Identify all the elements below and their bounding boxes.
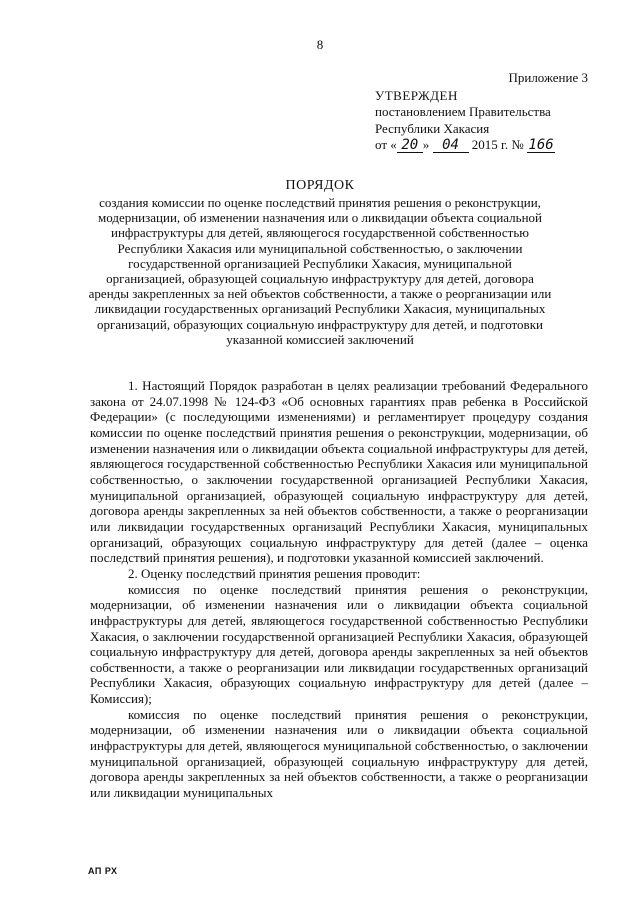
approval-date-line bbox=[375, 137, 615, 154]
document-title: ПОРЯДОК bbox=[285, 178, 355, 193]
paragraph-4: комиссия по оценке последствий принятия решения о реконструкции, модернизации, об изменении назначения или о ликвидации объекта социальной инфраструктуры для детей, являющегося муниципальной собственностью, о заключении муниципальной организацией, образующей социальную инфраструктуру для детей, договора аренды закрепленных за ней объектов собственности, а также о реорганизации или ликвидации муниципальных bbox=[90, 706, 588, 801]
paragraph-3: комиссия по оценке последствий принятия решения о реконструкции, модернизации, об изменении назначения или о ликвидации объекта социальной инфраструктуры для детей, являющегося государственной собственностью Республики Хакасия, о заключении государственной организацией Республики Хакасия, образующей социальную инфраструктуру для детей, договора аренды закрепленных за ней объектов собственности, а также о реорганизации или ликвидации государственных организаций Республики Хакасия, образующих социальную инфраструктуру для детей (далее – Комиссия); bbox=[90, 581, 588, 707]
handwritten-number: 166 bbox=[528, 137, 554, 153]
approval-line-1: постановлением Правительства bbox=[375, 104, 551, 119]
approval-line-2: Республики Хакасия bbox=[375, 120, 490, 136]
approved-label: УТВЕРЖДЕН bbox=[375, 87, 458, 103]
year-text: 2015 г. № bbox=[471, 137, 524, 152]
paragraph-2: 2. Оценку последствий принятия решения проводит: bbox=[128, 565, 421, 581]
approval-block bbox=[375, 70, 615, 154]
date-mid: » bbox=[422, 137, 430, 152]
document-body bbox=[90, 378, 588, 801]
paragraph-1: 1. Настоящий Порядок разработан в целях реализации требований Федерального закона от 24.07.1998 № 124-ФЗ «Об основных гарантиях прав ребенка в Российской Федерации» (с последующими изменениями) и регламентирует процедуру создания комиссии по оценке последствий принятия решения о реконструкции, модернизации, об изменении назначения или о ликвидации объекта социальной инфраструктуры для детей, являющегося государственной собственностью Республики Хакасия или муниципальной собственностью, о заключении государственной организацией Республики Хакасия, муниципальной организацией, образующей социальную инфраструктуру для детей, договора аренды закрепленных за ней объектов собственности, а также о реорганизации или ликвидации государственных организаций Республики Хакасия, муниципальных организаций, образующих социальную инфраструктуру для детей (далее – оценка последствий принятия решения), и подготовки указанной комиссией заключений. bbox=[90, 378, 588, 566]
appendix-label: Приложение 3 bbox=[508, 70, 588, 85]
document-subtitle: создания комиссии по оценке последствий принятия решения о реконструкции, модернизации, об изменении назначения или о ликвидации объекта социальной инфраструктуры для детей, являющегося государственной собственностью Республики Хакасия или муниципальной собственностью, о заключении государственной организацией Республики Хакасия, муниципальной организацией, образующей социальную инфраструктуру для детей, договора аренды закрепленных за ней объектов собственности, а также о реорганизации или ликвидации государственных организаций Республики Хакасия, муниципальных организаций, образующих социальную инфраструктуру для детей, и подготовки указанной комиссией заключений bbox=[88, 195, 552, 347]
date-prefix: от « bbox=[375, 137, 397, 152]
handwritten-month: 04 bbox=[433, 139, 469, 153]
archive-stamp: АП РХ bbox=[88, 866, 118, 876]
page-number: 8 bbox=[316, 37, 324, 52]
handwritten-day: 20 bbox=[397, 139, 423, 153]
